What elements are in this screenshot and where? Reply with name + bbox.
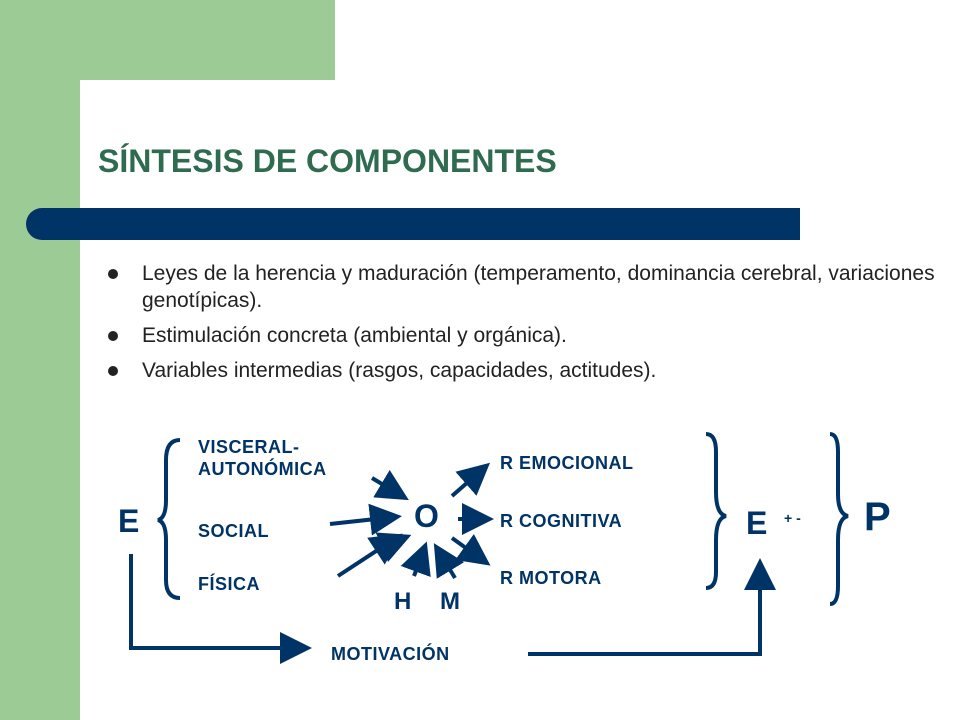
h-label: H: [394, 588, 412, 615]
arrow-visceral-to-o: [372, 478, 402, 496]
bullet-text: Leyes de la herencia y maduración (temperamento, dominancia cerebral, variaciones genotípicas).: [142, 262, 935, 312]
slide-title: SÍNTESIS DE COMPONENTES: [98, 143, 557, 179]
motora-label: MOTORA: [519, 568, 602, 588]
r-letter: R: [500, 568, 514, 588]
visceral-line2: AUTONÓMICA: [198, 459, 327, 479]
personality-p-label: P: [864, 495, 891, 539]
arrow-social-to-o: [330, 517, 394, 524]
arrow-o-to-emocional: [452, 468, 484, 496]
stimulus-e-label: E: [118, 503, 140, 539]
response-cognitiva: [500, 510, 622, 532]
visceral-label: [198, 436, 327, 480]
middle-brace-icon: [706, 434, 726, 588]
arrow-h-to-o: [414, 549, 424, 576]
bullet-text: Variables intermedias (rasgos, capacidades, actitudes).: [142, 359, 657, 382]
response-motora: [500, 567, 602, 589]
right-brace-icon: [830, 434, 848, 604]
fisica-label: FÍSICA: [198, 574, 261, 594]
r-letter: R: [500, 453, 514, 473]
motivation-loop-left: [131, 554, 304, 648]
r-letter: R: [500, 511, 514, 531]
cognitiva-label: COGNITIVA: [519, 511, 623, 531]
result-e-superscript: + -: [784, 510, 801, 526]
arrow-o-to-motora: [452, 538, 484, 561]
m-label: M: [440, 588, 460, 615]
organism-o-label: O: [414, 498, 439, 534]
left-brace-icon: [158, 440, 180, 598]
result-e-label: E: [746, 505, 768, 541]
emocional-label: EMOCIONAL: [519, 453, 634, 473]
bullet-text: Estimulación concreta (ambiental y orgánica).: [142, 324, 567, 347]
motivacion-label: MOTIVACIÓN: [331, 644, 450, 664]
visceral-line1: VISCERAL-: [198, 437, 300, 457]
response-emocional: [500, 452, 634, 474]
social-label: SOCIAL: [198, 521, 270, 541]
arrow-m-to-o: [438, 550, 455, 578]
